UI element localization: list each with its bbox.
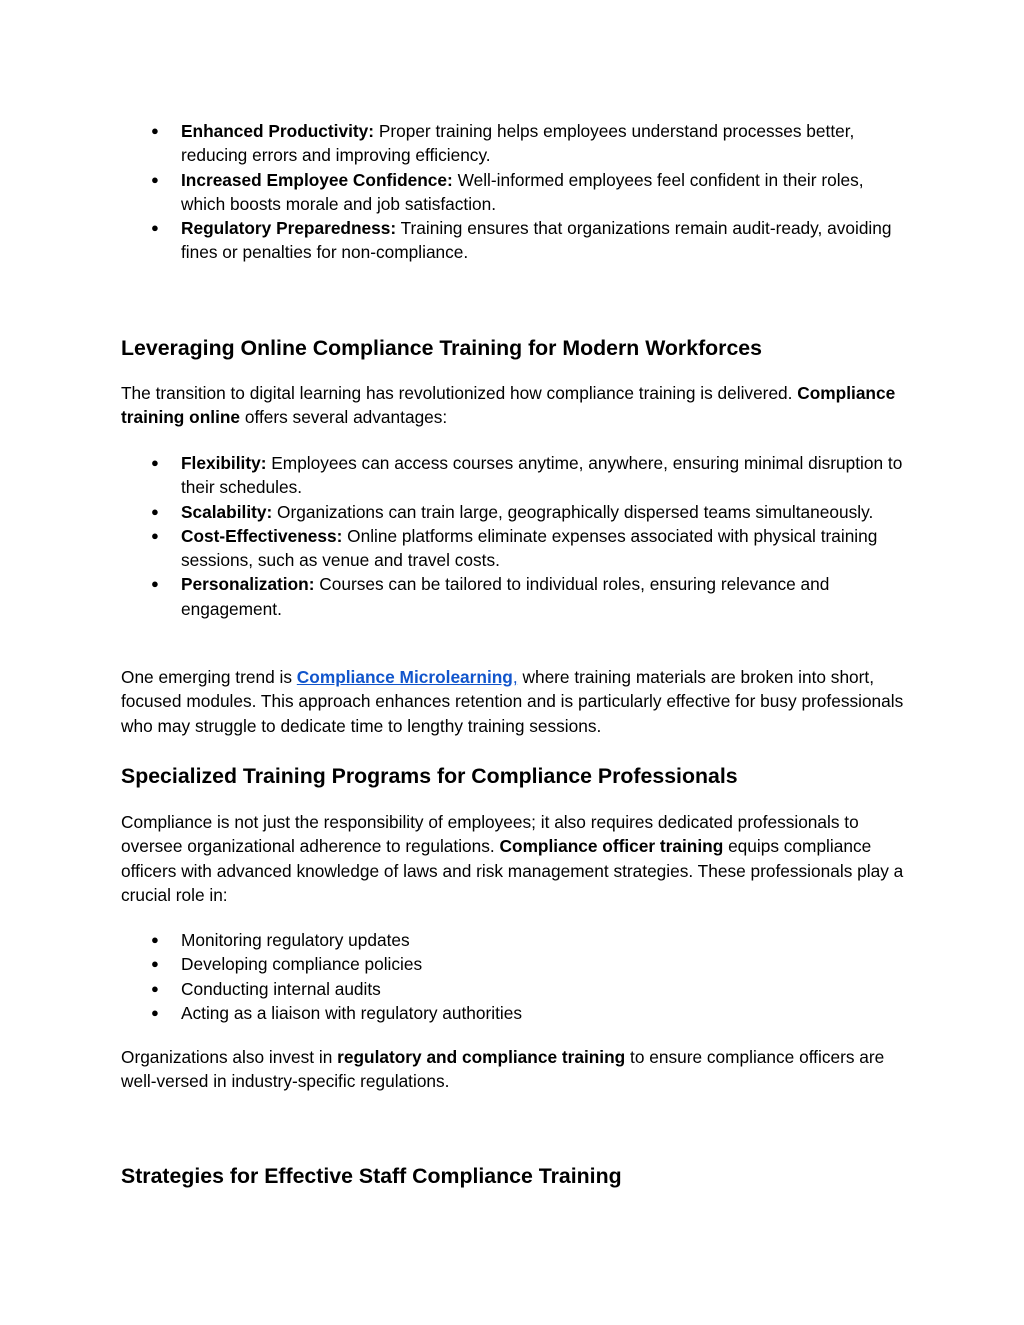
- list-item-text: Well-informed employees feel confident in their roles, which boosts morale and job satisfaction.: [181, 169, 864, 214]
- list-item-text: Employees can access courses anytime, anywhere, ensuring minimal disruption to their schedules.: [181, 453, 903, 498]
- list-item: [121, 216, 911, 265]
- specialized-intro-block: [121, 810, 911, 907]
- roles-list: [121, 928, 911, 1025]
- bullet-icon: ●: [151, 527, 159, 543]
- list-item: [121, 119, 911, 168]
- benefits-list-block: [121, 119, 911, 265]
- compliance-microlearning-link[interactable]: Compliance Microlearning: [296, 667, 513, 687]
- benefits-list: [121, 119, 911, 265]
- paragraph-text: Compliance is not just the responsibility of employees; it also requires dedicated professionals to oversee organizational adherence to regulations.: [121, 812, 859, 857]
- paragraph: [121, 1045, 911, 1094]
- list-item-text: Monitoring regulatory updates: [181, 930, 410, 950]
- list-item-text: Online platforms eliminate expenses associated with physical training sessions, such as venue and travel costs.: [181, 525, 878, 571]
- advantages-list-block: [121, 451, 911, 621]
- list-item: [121, 572, 911, 621]
- bullet-icon: ●: [151, 932, 159, 947]
- paragraph-text: where training materials are broken into short, focused modules. This approach enhances retention and is particularly effective for busy professionals who may struggle to dedicate time to lengthy training sessions.: [121, 667, 904, 736]
- list-item-text: Organizations can train large, geographically dispersed teams simultaneously.: [272, 501, 874, 522]
- bullet-icon: ●: [151, 171, 159, 187]
- section-heading: Strategies for Effective Staff Compliance Training: [121, 1164, 622, 1188]
- list-item-term: Enhanced Productivity:: [181, 121, 375, 141]
- section-heading: Leveraging Online Compliance Training for Modern Workforces: [121, 336, 762, 360]
- list-item-term: Scalability:: [181, 501, 273, 522]
- list-item-text: Conducting internal audits: [181, 978, 381, 999]
- paragraph-text: The transition to digital learning has revolutionized how compliance training is delivered.: [121, 383, 798, 403]
- microlearning-paragraph-block: [121, 665, 911, 738]
- bullet-icon: ●: [151, 980, 159, 996]
- section-online-training: [121, 334, 911, 362]
- paragraph-bold-text: Compliance officer training: [499, 836, 724, 857]
- regulatory-training-paragraph-block: [121, 1045, 911, 1094]
- list-item-term: Regulatory Preparedness:: [181, 218, 397, 239]
- bullet-icon: ●: [151, 455, 159, 470]
- list-item: [121, 451, 911, 500]
- list-item: [121, 524, 911, 573]
- paragraph: [121, 810, 911, 907]
- list-item: [121, 500, 911, 524]
- paragraph: [121, 665, 911, 738]
- paragraph-text: Organizations also invest in: [121, 1047, 338, 1067]
- list-item-term: Flexibility:: [181, 453, 267, 473]
- list-item: [121, 928, 911, 952]
- list-item-text: Acting as a liaison with regulatory authorities: [181, 1002, 523, 1023]
- bullet-icon: ●: [151, 503, 159, 519]
- bullet-icon: ●: [151, 220, 159, 236]
- list-item: [121, 977, 911, 1001]
- list-item-term: Increased Employee Confidence:: [181, 169, 453, 190]
- list-item-term: Personalization:: [181, 574, 315, 595]
- paragraph-text: offers several advantages:: [240, 407, 448, 428]
- list-item-text: Proper training helps employees understand processes better, reducing errors and improving efficiency.: [181, 121, 855, 166]
- paragraph-text: One emerging trend is: [121, 667, 297, 687]
- bullet-icon: ●: [151, 956, 159, 972]
- bullet-icon: ●: [151, 1004, 159, 1020]
- section-specialized-programs: [121, 762, 911, 790]
- link-comma[interactable]: ,: [512, 667, 518, 687]
- list-item-text: Training ensures that organizations remain audit-ready, avoiding fines or penalties for non-compliance.: [181, 218, 892, 263]
- bullet-icon: ●: [151, 576, 159, 592]
- roles-list-block: [121, 928, 911, 1025]
- list-item-text: Courses can be tailored to individual roles, ensuring relevance and engagement.: [181, 574, 830, 619]
- paragraph: [121, 381, 911, 430]
- bullet-icon: ●: [151, 123, 159, 138]
- list-item: [121, 1001, 911, 1025]
- paragraph-text: equips compliance officers with advanced knowledge of laws and risk management strategies. These professionals play a crucial role in:: [121, 836, 904, 905]
- list-item: [121, 952, 911, 976]
- section-heading: Specialized Training Programs for Compliance Professionals: [121, 764, 738, 788]
- paragraph-text: to ensure compliance officers are well-versed in industry-specific regulations.: [121, 1047, 885, 1092]
- online-training-intro-block: [121, 381, 911, 430]
- paragraph-bold-text: Compliance training online: [121, 383, 896, 428]
- list-item-text: Developing compliance policies: [181, 954, 423, 975]
- section-effective-strategies: [121, 1162, 911, 1190]
- paragraph-bold-text: regulatory and compliance training: [337, 1047, 626, 1067]
- list-item-term: Cost-Effectiveness:: [181, 525, 343, 546]
- list-item: [121, 168, 911, 217]
- advantages-list: [121, 451, 911, 621]
